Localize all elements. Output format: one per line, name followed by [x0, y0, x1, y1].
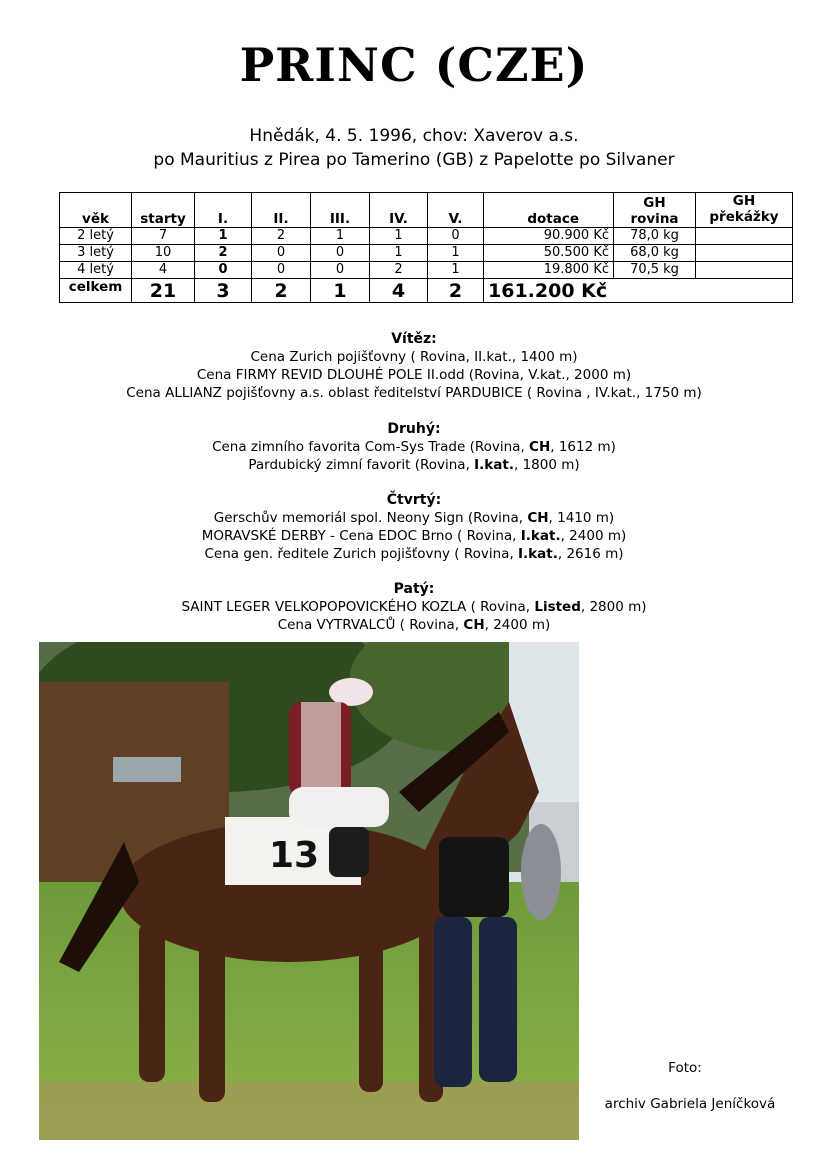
cell-total-starts: 21 [132, 279, 195, 303]
cell-prize: 19.800 Kč [484, 262, 614, 279]
horse-pedigree: po Mauritius z Pirea po Tamerino (GB) z Papelotte po Silvaner [153, 150, 675, 170]
section-winner [0, 330, 828, 402]
section-heading: Druhý: [387, 421, 441, 437]
photo-label: Foto: [668, 1060, 702, 1076]
cell-age: 2 letý [60, 228, 132, 245]
race-line: Gerschův memoriál spol. Neony Sign (Rovina, CH, 1410 m) [213, 510, 615, 526]
race-line: MORAVSKÉ DERBY - Cena EDOC Brno ( Rovina, I.kat., 2400 m) [201, 528, 627, 544]
career-stats-table [59, 192, 793, 303]
race-line: Cena FIRMY REVID DLOUHÉ POLE II.odd (Rovina, V.kat., 2000 m) [196, 367, 632, 383]
table-row [60, 228, 793, 245]
cell-age: 3 letý [60, 245, 132, 262]
cell-total-fifth: 2 [428, 279, 484, 303]
cell-second: 0 [252, 262, 311, 279]
header-prize: dotace [484, 193, 614, 228]
horse-details: Hnědák, 4. 5. 1996, chov: Xaverov a.s. [249, 126, 579, 146]
cell-gh-jump [696, 262, 793, 279]
page-title: PRINC (CZE) [239, 38, 589, 92]
horse-photo [39, 642, 579, 1140]
header-fifth: V. [428, 193, 484, 228]
cell-fourth: 2 [370, 262, 428, 279]
cell-first: 2 [195, 245, 252, 262]
race-line: Cena Zurich pojišťovny ( Rovina, II.kat., 1400 m) [250, 349, 578, 365]
cell-total-third: 1 [311, 279, 370, 303]
cell-fifth: 1 [428, 262, 484, 279]
cell-gh-jump [696, 228, 793, 245]
header-third: III. [311, 193, 370, 228]
cell-total-fourth: 4 [370, 279, 428, 303]
cell-total-prize: 161.200 Kč [484, 279, 793, 303]
table-header-row [60, 193, 793, 228]
race-line: Cena VYTRVALCŮ ( Rovina, CH, 2400 m) [277, 617, 551, 633]
section-heading: Čtvrtý: [386, 492, 442, 508]
table-row [60, 245, 793, 262]
cell-fourth: 1 [370, 245, 428, 262]
cell-total-second: 2 [252, 279, 311, 303]
cell-first: 0 [195, 262, 252, 279]
cell-gh-flat: 70,5 kg [614, 262, 696, 279]
cell-gh-flat: 68,0 kg [614, 245, 696, 262]
cell-fifth: 1 [428, 245, 484, 262]
cell-total-label: celkem [60, 279, 132, 303]
cell-starts: 7 [132, 228, 195, 245]
cell-second: 0 [252, 245, 311, 262]
cell-first: 1 [195, 228, 252, 245]
cell-third: 1 [311, 228, 370, 245]
cell-gh-jump [696, 245, 793, 262]
cell-fifth: 0 [428, 228, 484, 245]
header-fourth: IV. [370, 193, 428, 228]
section-fifth [0, 580, 828, 634]
cell-third: 0 [311, 262, 370, 279]
section-fourth [0, 491, 828, 563]
cell-gh-flat: 78,0 kg [614, 228, 696, 245]
race-line: Cena gen. ředitele Zurich pojišťovny ( Rovina, I.kat., 2616 m) [204, 546, 624, 562]
cell-starts: 4 [132, 262, 195, 279]
cell-prize: 50.500 Kč [484, 245, 614, 262]
header-age: věk [60, 193, 132, 228]
race-line: Pardubický zimní favorit (Rovina, I.kat., 1800 m) [248, 457, 580, 473]
race-line: SAINT LEGER VELKOPOPOVICKÉHO KOZLA ( Rovina, Listed, 2800 m) [181, 599, 647, 615]
race-line: Cena ALLIANZ pojišťovny a.s. oblast ředitelství PARDUBICE ( Rovina , IV.kat., 1750 m) [126, 385, 702, 401]
cell-fourth: 1 [370, 228, 428, 245]
section-second [0, 420, 828, 474]
header-gh-jump: GH překážky [696, 193, 793, 228]
table-row [60, 262, 793, 279]
header-second: II. [252, 193, 311, 228]
section-heading: Vítěz: [391, 331, 437, 347]
cell-total-first: 3 [195, 279, 252, 303]
saddle-number: 13 [269, 835, 320, 876]
cell-prize: 90.900 Kč [484, 228, 614, 245]
cell-second: 2 [252, 228, 311, 245]
section-heading: Patý: [393, 581, 435, 597]
header-gh-flat: GH rovina [614, 193, 696, 228]
header-starts: starty [132, 193, 195, 228]
cell-starts: 10 [132, 245, 195, 262]
cell-third: 0 [311, 245, 370, 262]
photo-credit: archiv Gabriela Jeníčková [604, 1096, 776, 1112]
race-line: Cena zimního favorita Com-Sys Trade (Rovina, CH, 1612 m) [212, 439, 616, 455]
header-first: I. [195, 193, 252, 228]
cell-age: 4 letý [60, 262, 132, 279]
table-total-row [60, 279, 793, 303]
